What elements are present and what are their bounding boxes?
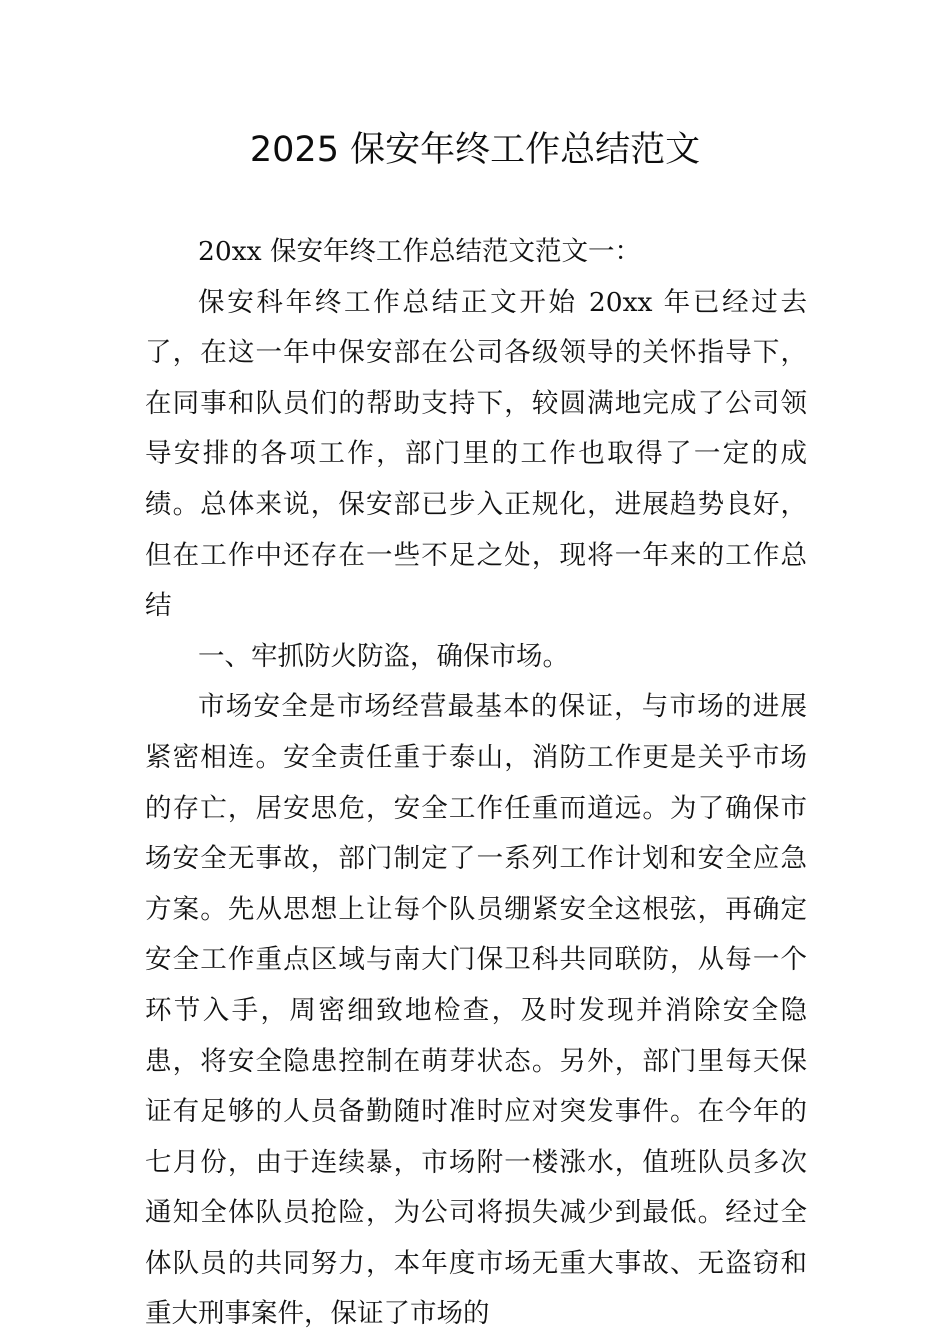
paragraph-intro-heading: 20xx 保安年终工作总结范文范文一： xyxy=(198,236,642,267)
document-body xyxy=(145,227,807,1340)
document-title: 2025 保安年终工作总结范文 xyxy=(249,130,701,170)
paragraph-summary: 保安科年终工作总结正文开始 20xx 年已经过去了，在这一年中保安部在公司各级领导的关怀指导下，在同事和队员们的帮助支持下，较圆满地完成了公司领导安排的各项工作，部门里的工作也取得了一定的成绩。总体来说，保安部已步入正规化，进展趋势良好，但在工作中还存在一些不足之处，现将一年来的工作总结 xyxy=(145,286,807,622)
section-heading-fire-theft: 一、牢抓防火防盗，确保市场。 xyxy=(198,640,569,672)
paragraph-market-safety: 市场安全是市场经营最基本的保证，与市场的进展紧密相连。安全责任重于泰山，消防工作更是关乎市场的存亡，居安思危，安全工作任重而道远。为了确保市场安全无事故，部门制定了一系列工作计划和安全应急方案。先从思想上让每个队员绷紧安全这根弦，再确定安全工作重点区域与南大门保卫科共同联防，从每一个环节入手，周密细致地检查，及时发现并消除安全隐患，将安全隐患控制在萌芽状态。另外，部门里每天保证有足够的人员备勤随时准时应对突发事件。在今年的七月份，由于连续暴，市场附一楼涨水，值班队员多次通知全体队员抢险，为公司将损失减少到最低。经过全体队员的共同努力，本年度市场无重大事故、无盗窃和重大刑事案件，保证了市场的 xyxy=(145,691,807,1330)
